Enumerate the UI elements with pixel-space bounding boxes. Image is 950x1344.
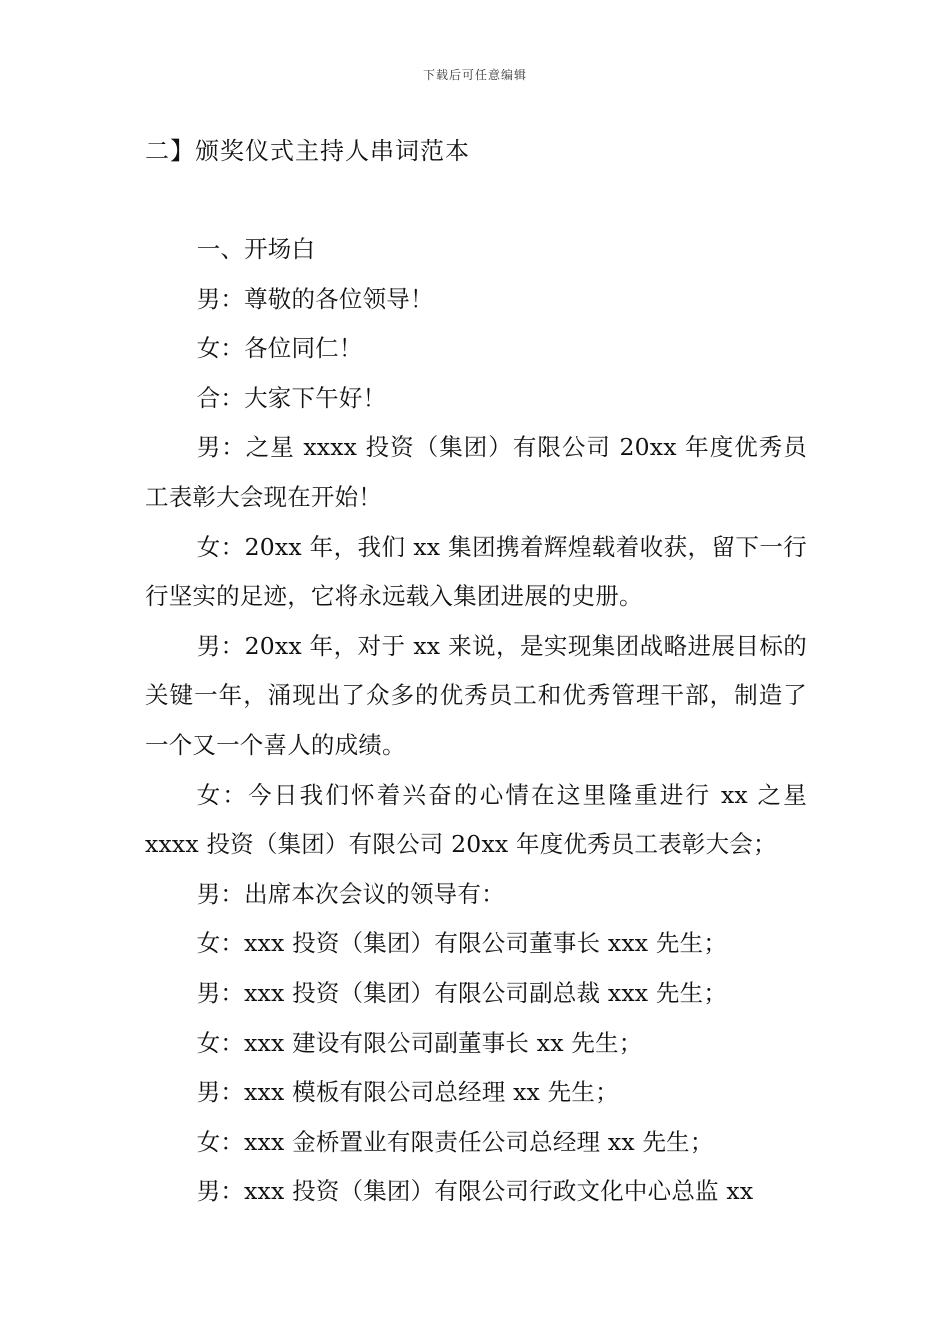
page-header: 下载后可任意编辑: [422, 68, 527, 82]
paragraph: 男：尊敬的各位领导！: [196, 284, 434, 313]
paragraph: 女：各位同仁！: [196, 334, 363, 363]
paragraph: 男：xxx 投资（集团）有限公司副总裁 xxx 先生；: [196, 978, 728, 1007]
paragraph: 男：xxx 投资（集团）有限公司行政文化中心总监 xx: [196, 1177, 754, 1206]
paragraph: 一、开场白: [196, 235, 316, 263]
document-title: 二】颁奖仪式主持人串词范本: [145, 137, 470, 165]
paragraph: 女：今日我们怀着兴奋的心情在这里隆重进行 xx 之星 xxxx 投资（集团）有限公司 20xx 年度优秀员工表彰大会；: [145, 780, 807, 859]
document-body: [145, 225, 807, 1217]
paragraph: 女：xxx 投资（集团）有限公司董事长 xxx 先生；: [196, 929, 728, 958]
paragraph: 女：xxx 金桥置业有限责任公司总经理 xx 先生；: [196, 1127, 714, 1156]
paragraph: 女：20xx 年，我们 xx 集团携着辉煌载着收获，留下一行行坚实的足迹，它将永远载入集团进展的史册。: [145, 532, 807, 611]
paragraph: 男：出席本次会议的领导有：: [196, 879, 505, 908]
paragraph: 男：20xx 年，对于 xx 来说，是实现集团战略进展目标的关键一年，涌现出了众多的优秀员工和优秀管理干部，制造了一个又一个喜人的成绩。: [145, 631, 807, 759]
paragraph: 男：xxx 模板有限公司总经理 xx 先生；: [196, 1078, 619, 1107]
paragraph: 女：xxx 建设有限公司副董事长 xx 先生；: [196, 1028, 643, 1057]
paragraph: 男：之星 xxxx 投资（集团）有限公司 20xx 年度优秀员工表彰大会现在开始！: [145, 433, 807, 511]
paragraph: 合：大家下午好！: [196, 383, 387, 412]
